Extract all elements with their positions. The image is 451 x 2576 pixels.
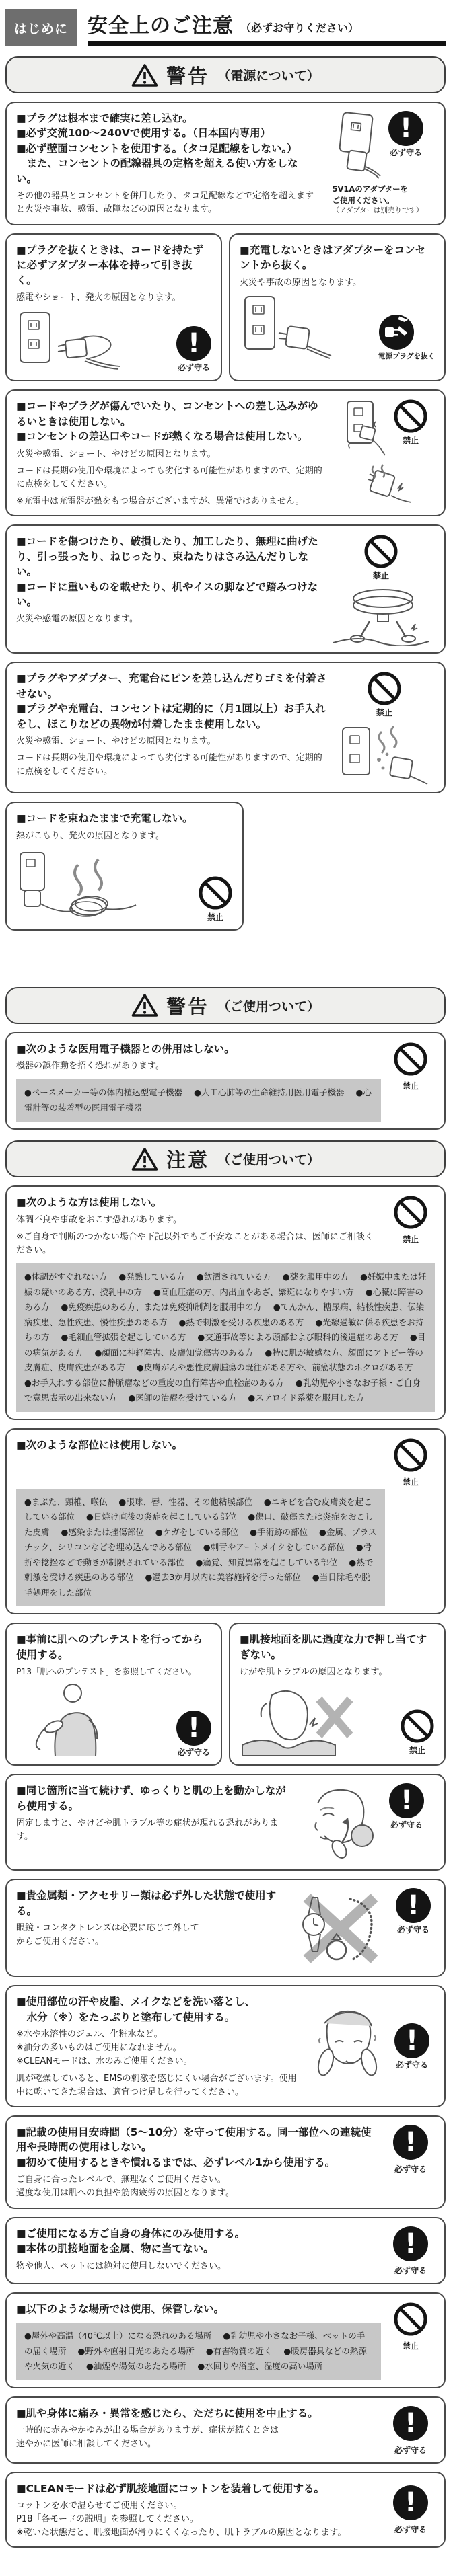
safety-box-prohibited-parts (5, 1428, 446, 1615)
mandatory-icon (389, 1783, 424, 1818)
mandatory-icon-label: 必ず守る (177, 1748, 210, 1758)
rule-text: ■次のような医用電子機器との併用はしない。 (16, 1042, 235, 1055)
prohibited-icon (367, 671, 402, 706)
adapter-removed-illustration (240, 294, 341, 361)
prohibited-icon (400, 1709, 435, 1744)
safety-box-row (5, 1623, 446, 1766)
section-title: 注意 (166, 1148, 209, 1172)
rule-detail: 過度な使用は肌への負担や筋肉疲労の原因となります。 (16, 2188, 234, 2199)
rule-text: ■使用部位の汗や皮脂、メイクなどを洗い落とし、 (16, 1996, 256, 2008)
rule-detail: 固定しますと、やけどや肌トラブル等の症状が現れる恐れがあります。 (16, 1818, 279, 1842)
list-item: ●発熱している方 (118, 1272, 185, 1282)
rule-text: ■プラグを抜くときは、コードを持たずに必ずアダプター本体を持って引き抜く。 (16, 243, 204, 286)
list-item: ●刺青やアートメイクをしている部位 (203, 1542, 345, 1553)
exclamation-glyph: ! (187, 328, 201, 360)
outlet-adapter-illustration (332, 111, 382, 180)
rule-text: ■コードやプラグが傷んでいたり、コンセントへの差し込みがゆるいときは使用しない。 (16, 400, 318, 428)
list-item: ●皮膚がんや悪性皮膚腫瘍の既往がある方や、前癌状態のホクロがある方 (137, 1362, 413, 1373)
warning-triangle-icon (131, 993, 158, 1017)
rule-text: 水分（※）をたっぷりと塗布して使用する。 (16, 2011, 236, 2023)
face-glide-illustration (300, 1783, 380, 1863)
rule-text: ■必ず交流100～240Vで使用する。（日本国内専用） (16, 127, 271, 140)
rule-text: ■充電しないときはアダプターをコンセントから抜く。 (240, 243, 425, 272)
rule-text: ■事前に肌へのプレテストを行ってから使用する。 (16, 1633, 203, 1661)
list-item: ●油煙や湯気のあたる場所 (86, 2361, 186, 2372)
hot-adapter-illustration (353, 463, 415, 508)
unplug-icon (378, 314, 415, 350)
rule-detail: ご自身に合ったレベルで、無理なくご使用ください。 (16, 2175, 226, 2185)
rule-detail: 速やかに医師に相談してください。 (16, 2439, 157, 2450)
rule-text: ■初めて使用するときや慣れるまでは、必ずレベル1から使用する。 (16, 2156, 336, 2169)
mandatory-icon-label: 必ず守る (389, 148, 422, 157)
list-item: ●目の病気がある方 (24, 1332, 426, 1358)
mandatory-icon (394, 2023, 429, 2058)
loose-plug-illustration (341, 399, 388, 461)
exclamation-glyph: ! (187, 1713, 201, 1744)
list-item: ●ニキビを含む皮膚炎を起こしている部位 (24, 1496, 372, 1522)
mandatory-icon-label: 必ず守る (177, 363, 210, 373)
prohibited-icon-label: 禁止 (402, 1477, 419, 1487)
rule-text: ■ご使用になる方ご自身の身体にのみ使用する。 (16, 2227, 246, 2240)
rule-text: ■コードに重いものを載せたり、机やイスの脚などで踏みつけない。 (16, 580, 318, 609)
exclamation-glyph: ! (404, 2126, 417, 2158)
safety-box-pull-by-body (5, 233, 222, 382)
safety-box-bundled-cord (5, 802, 244, 931)
rule-text: ■コンセントの差込口やコードが熱くなる場合は使用しない。 (16, 430, 308, 443)
list-item: ●日焼け直後の炎症を起こしている部位 (86, 1512, 237, 1522)
chapter-tab: はじめに (5, 9, 77, 46)
list-item: ●交通事故等による頭部および眼科的後遺症のある方 (197, 1332, 398, 1343)
section-note: （ご使用ついて） (217, 999, 320, 1014)
adapter-note-line: 5V1Aのアダプターを (332, 184, 409, 194)
list-item: ●免疫疾患のある方、または免疫抑制剤を服用中の方 (61, 1302, 262, 1313)
list-item: ●乳幼児や小さなお子様、ペットの手の届く場所 (24, 2331, 366, 2356)
safety-box-pain (5, 2396, 446, 2464)
list-item: ●水回りや浴室、湿度の高い場所 (197, 2361, 323, 2372)
title-underline (88, 9, 446, 46)
section-title: 警告 (166, 65, 210, 87)
safety-box-medical-devices (5, 1032, 446, 1130)
rule-text: ■コードを束ねたままで充電しない。 (16, 812, 193, 825)
exclamation-glyph: ! (404, 2407, 417, 2439)
page-title-note: （必ずお守りください） (240, 22, 359, 34)
prohibited-icon-label: 禁止 (402, 2341, 419, 2351)
rule-text: ■次のような部位には使用しない。 (16, 1438, 183, 1451)
mandatory-icon-label: 必ず守る (394, 2445, 427, 2455)
mandatory-icon (393, 2485, 428, 2520)
mandatory-icon-label: 必ず守る (390, 1820, 423, 1830)
exclamation-glyph: ! (399, 113, 413, 144)
rule-text: ■CLEANモードは必ず肌接地面にコットンを装着して使用する。 (16, 2482, 325, 2495)
mandatory-icon (176, 1711, 211, 1746)
arm-pretest-illustration (16, 1682, 117, 1758)
face-wash-illustration (307, 2003, 386, 2091)
stool-on-cord-illustration (331, 584, 431, 646)
rule-text: ■プラグやアダプター、充電台にピンを差し込んだりゴミを付着させない。 (16, 672, 327, 700)
list-item: ●飲酒されている方 (196, 1272, 271, 1282)
list-item: ●痛覚、知覚異常を起こしている部位 (195, 1557, 338, 1567)
page-header (0, 4, 451, 46)
list-item: ●体調がすぐれない方 (24, 1272, 108, 1282)
prohibited-icon (393, 2302, 428, 2337)
list-item: ●金属、プラスチック、シリコンなどを埋め込んである部位 (24, 1526, 377, 1553)
rule-text: ■肌接地面を肌に過度な力で押し当てすぎない。 (240, 1633, 427, 1661)
adapter-note (332, 184, 423, 217)
list-item: ●当日除毛や脱毛処理をした部位 (24, 1572, 370, 1598)
list-item: ●傷口、破傷または炎症をおこした皮膚 (24, 1512, 374, 1537)
prohibited-icon-label: 禁止 (409, 1746, 425, 1756)
section-header-warning-use (5, 987, 446, 1024)
rule-detail: 感電やショート、発火の原因となります。 (16, 292, 181, 303)
safety-box-self-only (5, 2217, 446, 2284)
rule-detail: 肌が乾燥していると、EMSの刺激を感じにくい場合がございます。使用中に乾いてきた場合は、適宜つけ足しを行ってください。 (16, 2073, 297, 2097)
exclamation-glyph: ! (404, 2487, 417, 2519)
prohibited-icon-label: 禁止 (376, 708, 392, 718)
adapter-note-line: （アダプターは別売りです） (332, 206, 423, 215)
mandatory-icon (396, 1888, 431, 1923)
list-item: ●熱で刺激を受ける疾患のある部位 (24, 1557, 374, 1583)
rule-text: ■プラグは根本まで確実に差し込む。 (16, 112, 193, 124)
list-item: ●心電計等の装着型の医用電子機器 (24, 1087, 372, 1113)
prohibited-icon (198, 875, 233, 910)
rule-detail: P13「肌へのプレテスト」を参照してください。 (16, 1667, 197, 1677)
rule-detail: 機器の誤作動を招く恐れがあります。 (16, 1061, 164, 1072)
list-item: ●野外や直射日光のあたる場所 (77, 2345, 195, 2356)
rule-text: ■次のような方は使用しない。 (16, 1196, 162, 1209)
accessories-illustration (293, 1888, 388, 1969)
rule-text: ■必ず壁面コンセントを使用する。（タコ足配線をしない。） (16, 142, 298, 155)
section-title: 警告 (166, 994, 209, 1018)
rule-text: ■コードを傷つけたり、破損したり、加工したり、無理に曲げたり、引っ張ったり、ねじったり、束ねたりはさみ込んだりしない。 (16, 535, 318, 578)
rule-detail: 一時的に赤みやかゆみが出る場合がありますが、症状が続くときは (16, 2425, 279, 2435)
exclamation-glyph: ! (400, 1785, 413, 1817)
safety-box-hydrate (5, 1985, 446, 2107)
safety-box-accessories (5, 1879, 446, 1977)
rule-detail: 物や他人、ペットには絶対に使用しないでください。 (16, 2261, 227, 2271)
list-item: ●お手入れする部位に静脈瘤などの重度の血行障害や血栓症のある方 (24, 1377, 284, 1388)
list-item: ●骨折や捻挫などで動きが制限されている部位 (24, 1542, 372, 1567)
safety-box-row (5, 233, 446, 382)
list-item: ●てんかん、糖尿病、結核性疾患、伝染病疾患、急性疾患、慢性疾患のある方 (24, 1302, 425, 1327)
medical-device-list (16, 1079, 381, 1122)
rule-detail: 火災や感電の原因となります。 (16, 614, 138, 625)
unplug-icon-label: 電源プラグを抜く (378, 352, 435, 360)
prohibited-icon-label: 禁止 (402, 1235, 419, 1245)
mandatory-icon-label: 必ず守る (395, 2060, 428, 2070)
list-item: ●感染または挫傷部位 (61, 1526, 144, 1537)
safety-box-plug-insert (5, 102, 446, 225)
safety-box-clean-mode (5, 2472, 446, 2548)
rule-detail: ※CLEANモードは、水のみご使用ください。 (16, 2056, 193, 2067)
exclamation-glyph: ! (407, 1890, 420, 1922)
rule-text: ■記載の使用目安時間（5～10分）を守って使用する。同一部位への連続使用や長時間の使用はしない。 (16, 2125, 372, 2154)
rule-detail: 火災や感電、ショート、やけどの原因となります。 (16, 448, 216, 459)
rule-detail: コードは長期の使用や環境によっても劣化する可能性がありますので、定期的に点検をしてください。 (16, 753, 322, 777)
prohibited-parts-list (16, 1489, 385, 1607)
list-item: ●有害物質の近く (205, 2345, 273, 2356)
rule-detail: ※乾いた状態だと、肌接地面が滑りにくくなったり、肌トラブルの原因となります。 (16, 2528, 347, 2538)
safety-box-dust (5, 662, 446, 793)
rule-text: ■貴金属類・アクセサリー類は必ず外した状態で使用する。 (16, 1889, 277, 1917)
mandatory-icon (393, 2125, 428, 2160)
safety-box-pretest (5, 1623, 222, 1766)
prohibited-icon (393, 1438, 428, 1473)
page-title: 安全上のご注意 (88, 14, 234, 38)
rule-detail: ※ご自身で判断のつかない場合や下記以外でもご不安なことがある場合は、医師にご相談ください。 (16, 1231, 374, 1256)
prohibited-places-list (16, 2323, 381, 2380)
mandatory-icon-label: 必ず守る (394, 2265, 427, 2275)
list-item: ●眼球、唇、性器、その他粘膜部位 (118, 1496, 252, 1507)
list-item: ●顔面に神経障害、皮膚知覚傷害のある方 (94, 1347, 254, 1358)
hand-pulling-plug-illustration (16, 309, 131, 373)
safety-box-glide (5, 1774, 446, 1871)
rule-detail: 火災や事故の原因となります。 (240, 277, 361, 288)
list-item: ●光線過敏に係る疾患をお持ちの方 (24, 1317, 424, 1343)
list-item: ●高血圧症の方、内出血やあざ、紫斑になりやすい方 (153, 1286, 354, 1297)
rule-detail: コットンを水で湿らせてご使用ください。 (16, 2501, 182, 2511)
prohibited-icon (393, 1042, 428, 1077)
safety-box-prohibited-persons (5, 1185, 446, 1419)
rule-detail: コードは長期の使用や環境によっても劣化する可能性がありますので、定期的に点検をしてください。 (16, 465, 322, 490)
rule-detail: P18「各モードの説明」を参照してください。 (16, 2514, 199, 2525)
safety-box-duration (5, 2115, 446, 2209)
mandatory-icon (393, 2406, 428, 2441)
safety-box-press (229, 1623, 446, 1766)
list-item: ●手術跡の部位 (250, 1526, 308, 1537)
prohibited-icon-label: 禁止 (402, 1081, 419, 1091)
dusty-outlet-illustration (337, 721, 431, 785)
rule-text: また、コンセントの配線器具の定格を超える使い方をしない。 (16, 157, 298, 185)
rule-detail: ※水や水溶性のジェル、化粧水など。 (16, 2029, 163, 2040)
mandatory-icon (176, 326, 211, 361)
prohibited-icon-label: 禁止 (372, 571, 389, 581)
rule-detail: 体調不良や事故をおこす恐れがあります。 (16, 1214, 182, 1225)
list-item: ●毛細血管拡張を起こしている方 (61, 1332, 186, 1343)
list-item: ●過去3か月以内に美容施術を行った部位 (145, 1572, 301, 1583)
list-item: ●暖房器具などの熱源や火気の近く (24, 2345, 367, 2372)
safety-box-cord-abuse (5, 524, 446, 654)
bundled-cord-illustration (16, 847, 158, 923)
rule-text: ■本体の肌接地面を金属、物に当てない。 (16, 2242, 214, 2255)
mandatory-icon-label: 必ず守る (394, 2164, 427, 2174)
mandatory-icon-label: 必ず守る (396, 1925, 429, 1935)
exclamation-glyph: ! (404, 2228, 417, 2259)
mandatory-icon (393, 2226, 428, 2261)
prohibited-icon-label: 禁止 (207, 912, 223, 922)
list-item: ●乳幼児や小さなお子様・ご自身で意思表示の出来ない方 (24, 1377, 421, 1403)
exclamation-glyph: ! (405, 2025, 419, 2057)
prohibited-icon-label: 禁止 (402, 436, 419, 446)
warning-triangle-icon (131, 1147, 158, 1171)
prohibited-icon (363, 534, 398, 569)
adapter-note-line: ご使用ください。 (332, 195, 394, 205)
list-item: ●ペースメーカー等の体内植込型電子機器 (24, 1087, 183, 1098)
mandatory-icon-label: 必ず守る (394, 2525, 427, 2535)
prohibited-icon (393, 1195, 428, 1230)
section-note: （ご使用ついて） (217, 1153, 320, 1168)
list-item: ●心臓に障害のある方 (24, 1286, 423, 1313)
section-note: （電源について） (217, 69, 320, 83)
press-skin-illustration (240, 1683, 361, 1756)
safety-box-unplug-idle (229, 233, 446, 382)
rule-text: ■肌や身体に痛み・異常を感じたら、ただちに使用を中止する。 (16, 2407, 318, 2419)
list-item: ●薬を服用中の方 (282, 1272, 349, 1282)
rule-text: ■以下のような場所では使用、保管しない。 (16, 2302, 225, 2315)
list-item: ●ケガをしている部位 (155, 1526, 239, 1537)
rule-detail: ※充電中は充電器が熱をもつ場合がございますが、異常ではありません。 (16, 496, 304, 506)
list-item: ●まぶた、頸椎、喉仏 (24, 1496, 108, 1507)
rule-detail: その他の器具とコンセントを併用したり、タコ足配線などで定格を超えますと火災や事故、感電、故障などの原因となります。 (16, 191, 314, 215)
list-item: ●屋外や高温（40℃以上）になる恐れのある場所 (24, 2331, 212, 2341)
mandatory-icon (388, 111, 423, 146)
rule-detail: ※油分の多いものはご使用になれません。 (16, 2043, 182, 2054)
section-header-caution-use (5, 1140, 446, 1177)
list-item: ●妊娠中または妊娠の疑いのある方、授乳中の方 (24, 1272, 427, 1297)
prohibited-persons-list (16, 1263, 435, 1412)
list-item: ●熱で刺激を受ける疾患のある方 (178, 1317, 304, 1327)
rule-text: ■プラグや充電台、コンセントは定期的に（月1回以上）お手入れをし、ほこりなどの異物が付着したまま使用しない。 (16, 703, 326, 730)
list-item: ●人工心肺等の生命維持用医用電子機器 (194, 1087, 345, 1098)
list-item: ●ステロイド系薬を服用した方 (248, 1393, 365, 1403)
rule-detail: けがや肌トラブルの原因となります。 (240, 1667, 388, 1678)
safety-box-damaged-cord (5, 389, 446, 516)
prohibited-icon (393, 399, 428, 434)
section-header-warning-power (5, 56, 446, 93)
list-item: ●特に肌が敏感な方、顔面にアトピー等の皮膚症、皮膚疾患がある方 (24, 1347, 423, 1373)
list-item: ●医師の治療を受けている方 (128, 1393, 237, 1403)
rule-detail: 火災や感電、ショート、やけどの原因となります。 (16, 736, 216, 747)
rule-text: ■同じ箇所に当て続けず、ゆっくりと肌の上を動かしながら使用する。 (16, 1785, 286, 1812)
warning-triangle-icon (131, 63, 158, 87)
rule-detail: 眼鏡・コンタクトレンズは必要に応じて外して (16, 1923, 199, 1934)
rule-detail: からご使用ください。 (16, 1937, 104, 1947)
rule-detail: 熱がこもり、発火の原因となります。 (16, 830, 164, 841)
safety-box-places (5, 2292, 446, 2388)
